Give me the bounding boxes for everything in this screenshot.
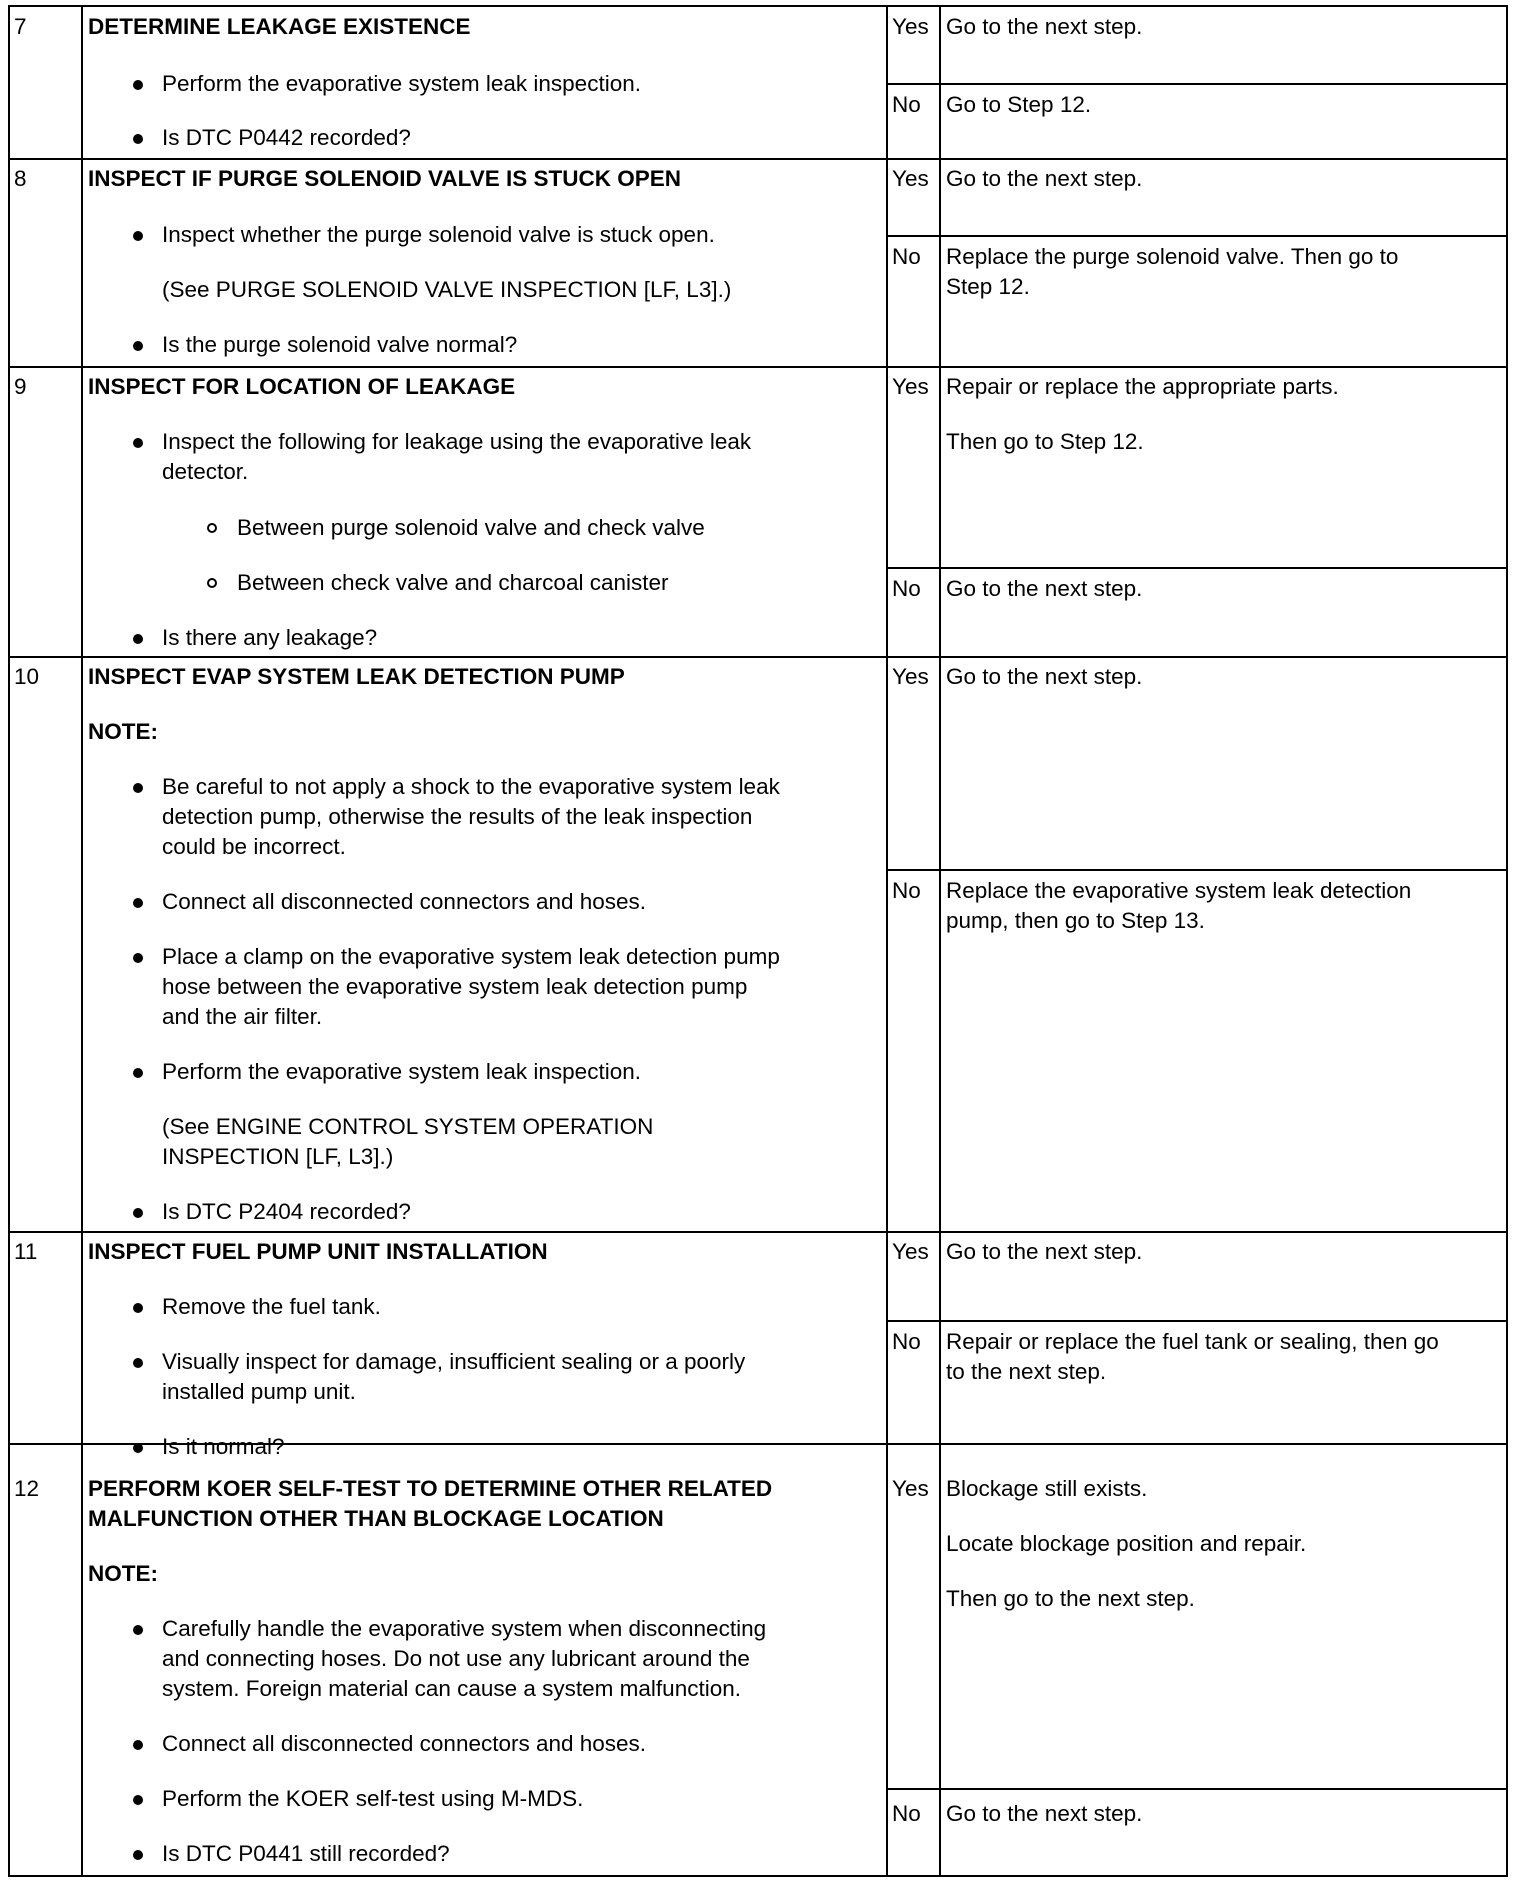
row-divider-10 [10, 656, 1506, 658]
step-number: 7 [14, 14, 27, 39]
yes-action: Go to the next step. [946, 664, 1143, 689]
step-title: INSPECT IF PURGE SOLENOID VALVE IS STUCK OPEN [88, 166, 681, 191]
column-divider-action [886, 7, 888, 1875]
no-action: Repair or replace the fuel tank or sealing, then go [946, 1329, 1439, 1354]
step-title: INSPECT FUEL PUMP UNIT INSTALLATION [88, 1239, 548, 1264]
no-action: Go to the next step. [946, 1801, 1143, 1826]
step-number: 9 [14, 374, 27, 399]
no-label: No [892, 576, 921, 601]
step-title: DETERMINE LEAKAGE EXISTENCE [88, 14, 471, 39]
yes-action: Locate blockage position and repair. [946, 1531, 1307, 1556]
step-number: 11 [14, 1239, 38, 1264]
yes-label: Yes [892, 1239, 929, 1264]
step-item: Carefully handle the evaporative system when disconnecting [162, 1616, 767, 1641]
yes-label: Yes [892, 664, 929, 689]
bullet-icon [133, 438, 143, 448]
step-item: Is DTC P2404 recorded? [162, 1199, 411, 1224]
step-item: detection pump, otherwise the results of the leak inspection [162, 804, 753, 829]
row-divider-11 [10, 1231, 1506, 1233]
no-action: pump, then go to Step 13. [946, 908, 1205, 933]
yes-action: Blockage still exists. [946, 1476, 1148, 1501]
step-item: installed pump unit. [162, 1379, 356, 1404]
step-item: Inspect whether the purge solenoid valve is stuck open. [162, 222, 715, 247]
column-divider-step [81, 7, 83, 1875]
bullet-icon [133, 1625, 143, 1635]
yes-no-divider-11 [886, 1320, 1506, 1322]
step-title: INSPECT FOR LOCATION OF LEAKAGE [88, 374, 516, 399]
step-title: PERFORM KOER SELF-TEST TO DETERMINE OTHER RELATED [88, 1476, 773, 1501]
step-item: Be careful to not apply a shock to the evaporative system leak [162, 774, 780, 799]
yes-action: Then go to Step 12. [946, 429, 1144, 454]
step-item: Is there any leakage? [162, 625, 378, 650]
no-action: to the next step. [946, 1359, 1107, 1384]
step-item: Connect all disconnected connectors and hoses. [162, 1731, 647, 1756]
yes-action: Repair or replace the appropriate parts. [946, 374, 1339, 399]
bullet-icon [133, 341, 143, 351]
step-number: 12 [14, 1476, 40, 1501]
yes-label: Yes [892, 374, 929, 399]
no-action: Go to Step 12. [946, 92, 1092, 117]
bullet-icon [133, 134, 143, 144]
step-item: Is DTC P0441 still recorded? [162, 1841, 450, 1866]
yes-label: Yes [892, 14, 929, 39]
yes-no-divider-9 [886, 567, 1506, 569]
yes-no-divider-10 [886, 869, 1506, 871]
yes-action: Then go to the next step. [946, 1586, 1195, 1611]
step-title: MALFUNCTION OTHER THAN BLOCKAGE LOCATION [88, 1506, 664, 1531]
step-sub-item: Between purge solenoid valve and check valve [237, 515, 705, 540]
step-number: 10 [14, 664, 40, 689]
bullet-icon [133, 783, 143, 793]
no-action: Replace the purge solenoid valve. Then go to [946, 244, 1399, 269]
yes-action: Go to the next step. [946, 1239, 1143, 1264]
bullet-icon [133, 231, 143, 241]
step-item: and connecting hoses. Do not use any lubricant around the [162, 1646, 750, 1671]
sub-bullet-icon [207, 578, 217, 588]
yes-no-divider-7 [886, 83, 1506, 85]
step-item: hose between the evaporative system leak detection pump [162, 974, 748, 999]
step-sub-item: Between check valve and charcoal canister [237, 570, 669, 595]
bullet-icon [133, 634, 143, 644]
yes-no-divider-8 [886, 235, 1506, 237]
sub-bullet-icon [207, 523, 217, 533]
step-number: 8 [14, 166, 27, 191]
step-item: Place a clamp on the evaporative system leak detection pump [162, 944, 780, 969]
step-item: system. Foreign material can cause a system malfunction. [162, 1676, 741, 1701]
step-item: Perform the evaporative system leak inspection. [162, 1059, 641, 1084]
step-item-reference: INSPECTION [LF, L3].) [162, 1144, 394, 1169]
bullet-icon [133, 898, 143, 908]
yes-action: Go to the next step. [946, 14, 1143, 39]
no-label: No [892, 1329, 921, 1354]
bullet-icon [133, 1208, 143, 1218]
bullet-icon [133, 953, 143, 963]
bullet-icon [133, 1358, 143, 1368]
step-item: Perform the KOER self-test using M-MDS. [162, 1786, 584, 1811]
note-label: NOTE: [88, 1561, 158, 1586]
step-item: Is DTC P0442 recorded? [162, 125, 411, 150]
step-item: Connect all disconnected connectors and hoses. [162, 889, 647, 914]
bullet-icon [133, 1443, 143, 1453]
yes-action: Go to the next step. [946, 166, 1143, 191]
column-divider-result [939, 7, 941, 1875]
note-label: NOTE: [88, 719, 158, 744]
no-label: No [892, 244, 921, 269]
no-action: Go to the next step. [946, 576, 1143, 601]
step-item: and the air filter. [162, 1004, 323, 1029]
step-item: Is it normal? [162, 1434, 285, 1459]
no-action: Replace the evaporative system leak detection [946, 878, 1412, 903]
row-divider-8 [10, 158, 1506, 160]
bullet-icon [133, 1303, 143, 1313]
bullet-icon [133, 1795, 143, 1805]
yes-label: Yes [892, 1476, 929, 1501]
bullet-icon [133, 1068, 143, 1078]
step-item: detector. [162, 459, 249, 484]
step-item-reference: (See ENGINE CONTROL SYSTEM OPERATION [162, 1114, 654, 1139]
step-title: INSPECT EVAP SYSTEM LEAK DETECTION PUMP [88, 664, 625, 689]
bullet-icon [133, 80, 143, 90]
no-action: Step 12. [946, 274, 1030, 299]
step-item: Visually inspect for damage, insufficient sealing or a poorly [162, 1349, 746, 1374]
yes-no-divider-12 [886, 1788, 1506, 1790]
row-divider-9 [10, 366, 1506, 368]
no-label: No [892, 878, 921, 903]
step-item: Is the purge solenoid valve normal? [162, 332, 518, 357]
no-label: No [892, 92, 921, 117]
bullet-icon [133, 1740, 143, 1750]
step-item-reference: (See PURGE SOLENOID VALVE INSPECTION [LF, L3].) [162, 277, 732, 302]
step-item: could be incorrect. [162, 834, 346, 859]
bullet-icon [133, 1850, 143, 1860]
step-item: Inspect the following for leakage using the evaporative leak [162, 429, 752, 454]
yes-label: Yes [892, 166, 929, 191]
no-label: No [892, 1801, 921, 1826]
step-item: Remove the fuel tank. [162, 1294, 381, 1319]
step-item: Perform the evaporative system leak inspection. [162, 71, 641, 96]
